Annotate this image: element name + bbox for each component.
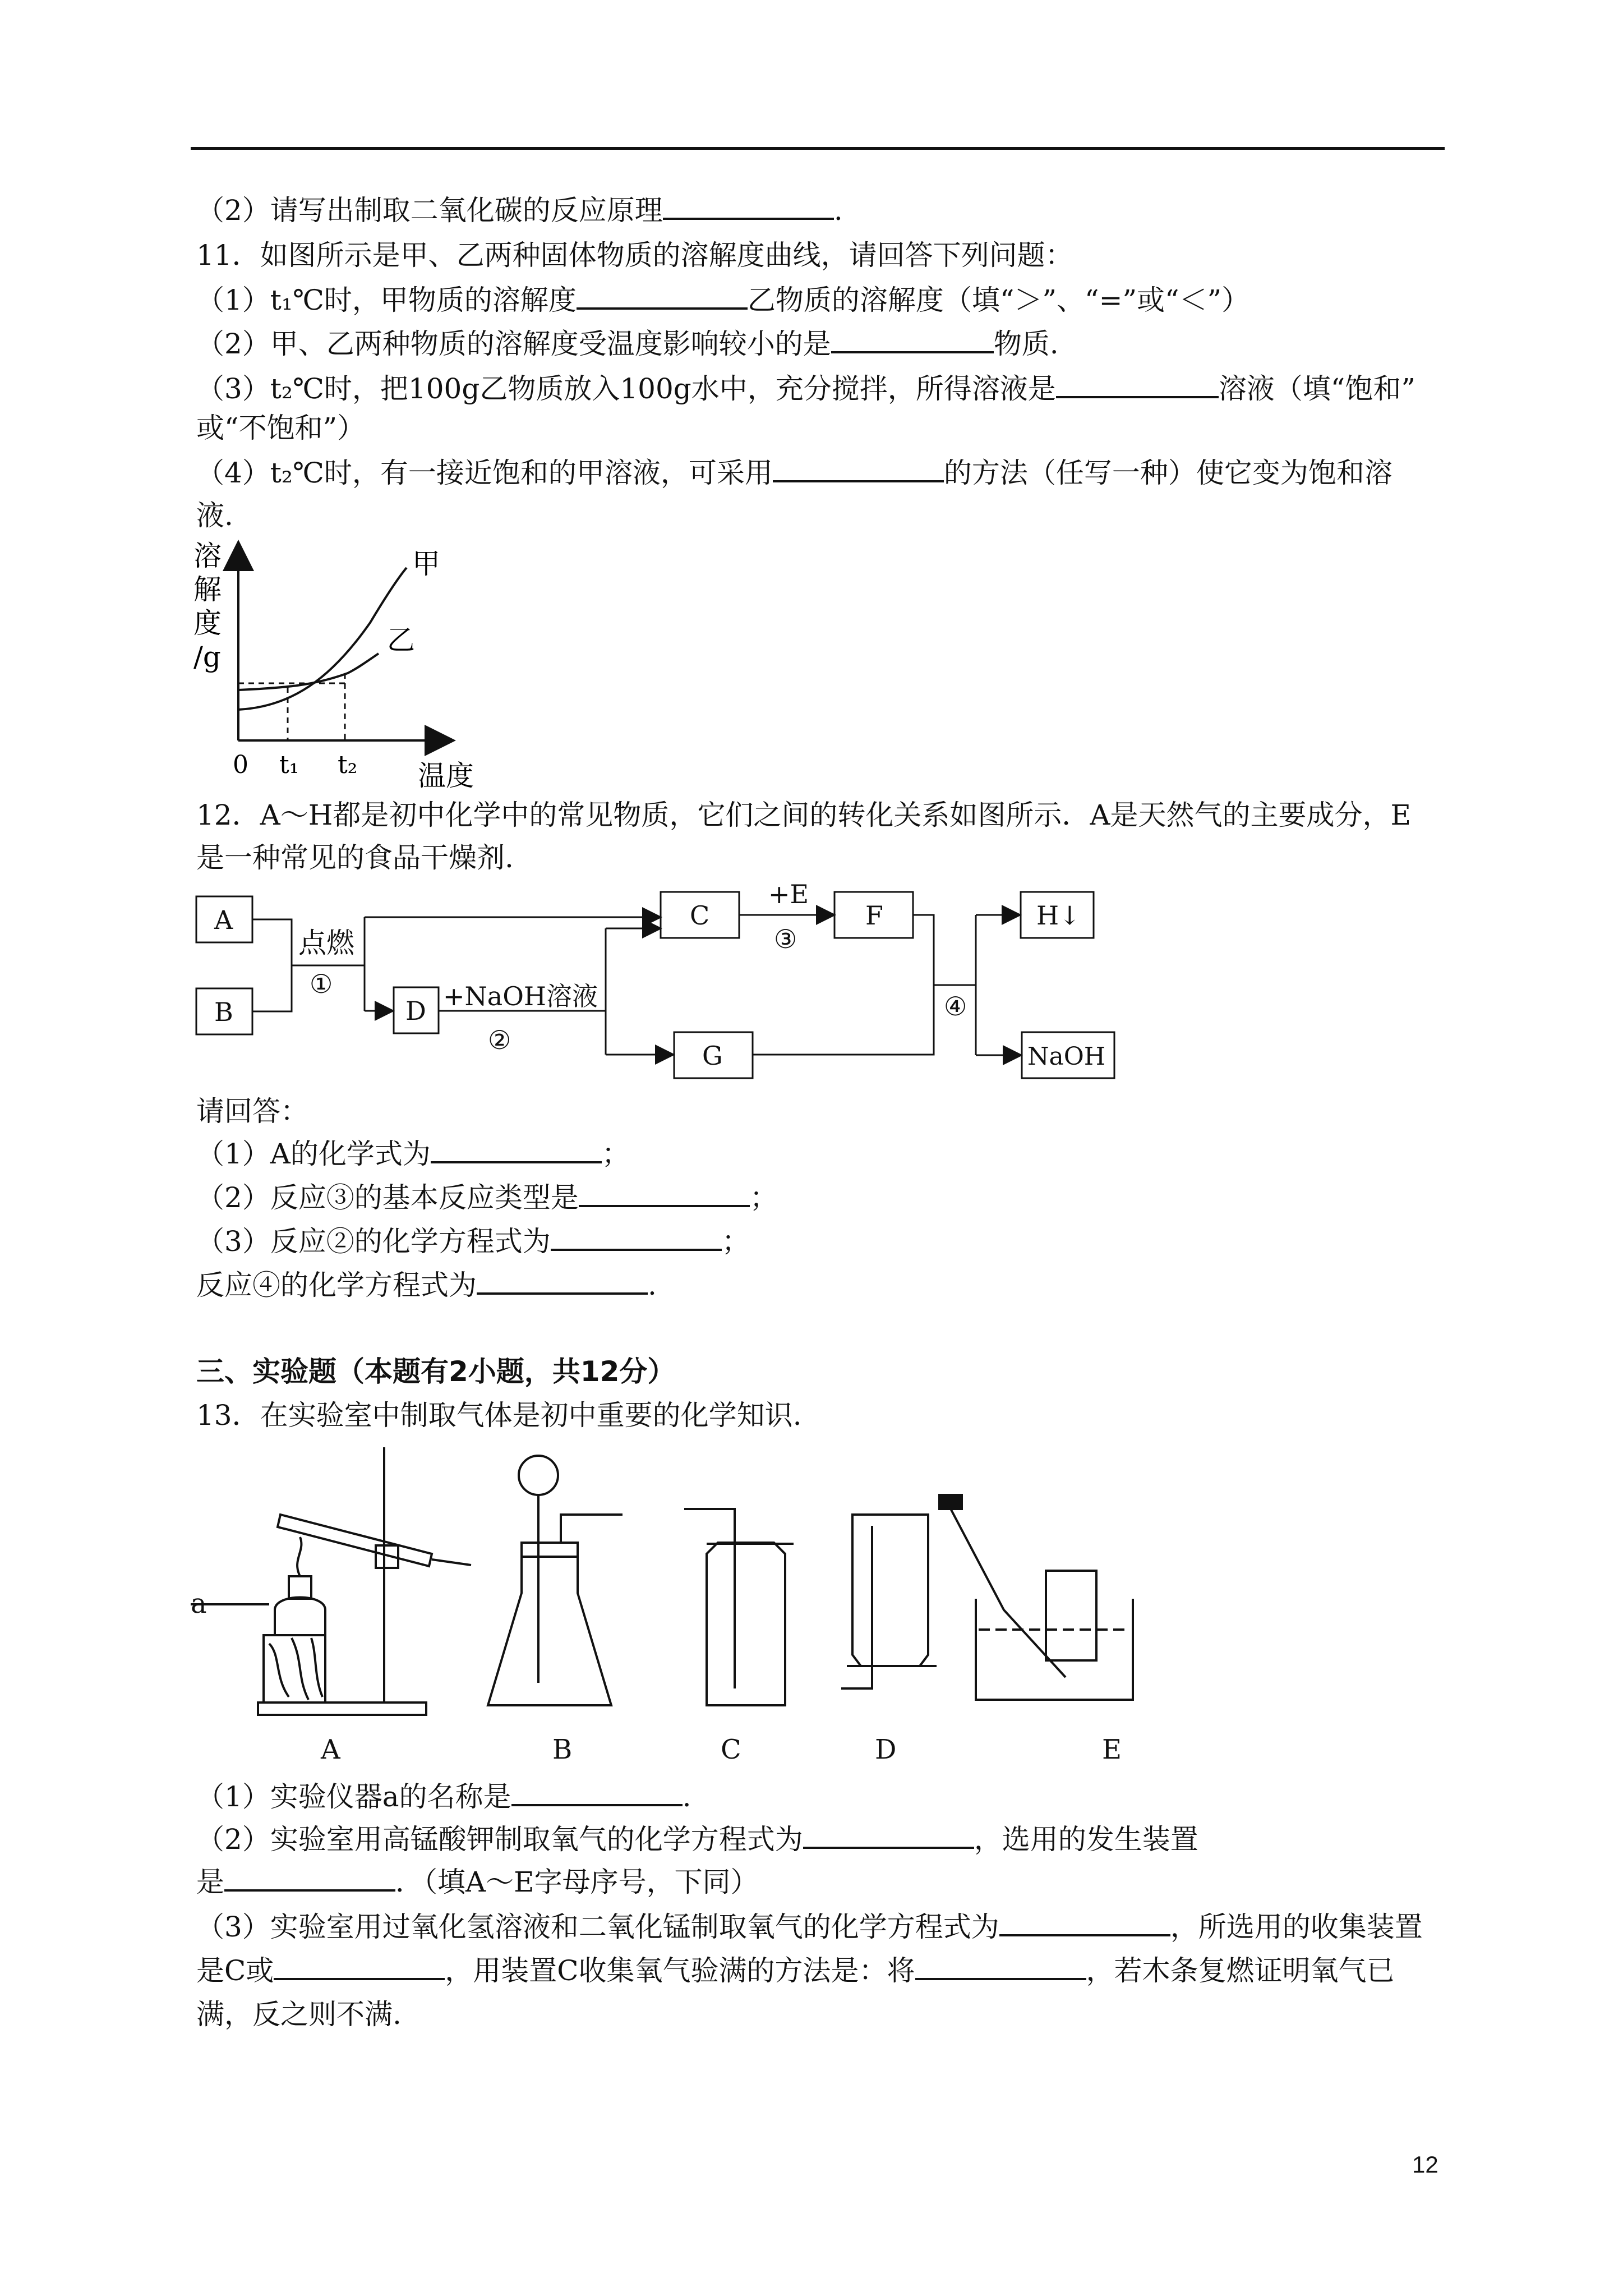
label-G: G — [702, 1041, 723, 1071]
q12-part4-end: . — [648, 1269, 657, 1301]
label-A: A — [214, 905, 233, 935]
answer-blank[interactable] — [999, 1908, 1170, 1936]
wood-grain — [269, 1638, 322, 1700]
q13-part2b-end: ．（填A～E字母序号，下同） — [395, 1866, 759, 1898]
q12-part1-end: ； — [601, 1138, 630, 1170]
apparatus-label-A: A — [321, 1734, 340, 1765]
answer-blank[interactable] — [224, 1864, 395, 1892]
gas-bottle-D — [852, 1515, 928, 1666]
answer-blank[interactable] — [477, 1267, 648, 1295]
delivery-tube-B — [561, 1515, 623, 1543]
answer-blank[interactable] — [551, 1223, 722, 1251]
q13-part3b-end: ，若木条复燃证明氧气已 — [1086, 1954, 1395, 1987]
q12-part3 — [196, 1222, 750, 1261]
q13-part1-end: . — [682, 1780, 691, 1813]
curve-jia-label: 甲 — [412, 547, 440, 580]
lamp-wick-holder — [289, 1576, 311, 1599]
q12-part4-text: 反应④的化学方程式为 — [196, 1269, 477, 1301]
water-trough — [976, 1599, 1133, 1700]
q13-part1-text: （1）实验仪器a的名称是 — [196, 1780, 511, 1813]
apparatus-label-C: C — [721, 1734, 741, 1765]
reaction2-condition: +NaOH溶液 — [443, 981, 598, 1011]
q13-part2-line2 — [196, 1862, 759, 1902]
q10-part2-end: . — [833, 194, 843, 227]
header-rule — [191, 147, 1445, 150]
q13-part3-text: （3）实验室用过氧化氢溶液和二氧化锰制取氧气的化学方程式为 — [196, 1911, 999, 1943]
label-NaOH: NaOH — [1027, 1042, 1106, 1071]
tube-end-E — [939, 1495, 962, 1509]
x-label: 温度 — [418, 760, 474, 791]
q13-part3 — [196, 1907, 1423, 1947]
q11-part3-line2: 或“不饱和”） — [196, 412, 366, 444]
q11-part3 — [196, 369, 1415, 408]
apparatus-label-E: E — [1102, 1734, 1122, 1765]
q11-part3-end: 溶液（填“饱和” — [1218, 372, 1415, 405]
q11-stem: 11．如图所示是甲、乙两种固体物质的溶解度曲线，请回答下列问题： — [196, 239, 1073, 272]
label-B: B — [214, 997, 233, 1027]
flame — [297, 1537, 301, 1576]
curve-yi-label: 乙 — [387, 624, 415, 656]
collection-bottle-E — [1046, 1571, 1096, 1660]
q11-part1-end: 乙物质的溶解度（填“＞”、“=”或“＜”） — [747, 284, 1250, 316]
q11-part4 — [196, 453, 1393, 493]
page-number: 12 — [1412, 2151, 1438, 2178]
answer-blank[interactable] — [773, 454, 944, 482]
y-label-4: /g — [193, 641, 221, 673]
delivery-tube-D — [841, 1526, 872, 1688]
t2-label: t₂ — [338, 751, 358, 779]
answer-blank[interactable] — [915, 1952, 1086, 1980]
q13-part2-text: （2）实验室用高锰酸钾制取氧气的化学方程式为 — [196, 1823, 803, 1856]
q11-part4-text: （4）t₂℃时，有一接近饱和的甲溶液，可采用 — [196, 457, 773, 489]
label-a: a — [191, 1588, 207, 1619]
q13-part1 — [196, 1777, 691, 1816]
solubility-graph — [185, 539, 499, 791]
q12-part1-text: （1）A的化学式为 — [196, 1138, 431, 1170]
q12-part2-end: ； — [749, 1181, 778, 1214]
q11-part4-end: 的方法（任写一种）使它变为饱和溶 — [943, 457, 1393, 489]
funnel-bulb — [519, 1456, 558, 1495]
y-label-3: 度 — [193, 607, 222, 639]
q13-part3-line2 — [196, 1951, 1395, 1990]
q12-stem-1: 12．A～H都是初中化学中的常见物质，它们之间的转化关系如图所示．A是天然气的主要成分，E — [196, 799, 1411, 831]
q11-part2 — [196, 324, 1059, 364]
q12-stem-2: 是一种常见的食品干燥剂. — [196, 841, 514, 874]
q12-part1 — [196, 1134, 630, 1174]
q12-answer-lead: 请回答： — [196, 1095, 308, 1128]
q11-part4-line2: 液. — [196, 499, 233, 532]
q13-stem: 13．在实验室中制取气体是初中重要的化学知识. — [196, 1399, 802, 1432]
y-label-1: 溶 — [193, 540, 222, 572]
delivery-tube-A — [432, 1559, 471, 1565]
gas-bottle-C — [707, 1543, 785, 1705]
q11-part1-text: （1）t₁℃时，甲物质的溶解度 — [196, 284, 577, 316]
answer-blank[interactable] — [579, 1179, 750, 1207]
answer-blank[interactable] — [831, 325, 994, 353]
label-C: C — [690, 900, 710, 931]
q10-part2-text: （2）请写出制取二氧化碳的反应原理 — [196, 194, 663, 227]
q10-part2 — [196, 191, 843, 230]
alcohol-lamp — [275, 1598, 325, 1636]
answer-blank[interactable] — [1056, 370, 1219, 398]
q13-part3-line3: 满，反之则不满. — [196, 1998, 402, 2031]
reaction3-condition: +E — [768, 881, 809, 909]
q13-part3b-mid: ，用装置C收集氧气验满的方法是：将 — [445, 1954, 915, 1987]
t1-label: t₁ — [279, 751, 299, 779]
q11-part2-text: （2）甲、乙两种物质的溶解度受温度影响较小的是 — [196, 328, 831, 360]
label-F: F — [865, 900, 883, 931]
q12-part2-text: （2）反应③的基本反应类型是 — [196, 1181, 579, 1214]
reaction1-number: ① — [310, 969, 333, 999]
y-label-2: 解 — [193, 573, 222, 606]
apparatus-figure — [191, 1442, 1267, 1767]
q12-part4 — [196, 1266, 657, 1305]
q12-part3-end: ； — [721, 1225, 750, 1258]
reaction4-number: ④ — [944, 991, 967, 1022]
answer-blank[interactable] — [511, 1778, 683, 1806]
q11-part3-text: （3）t₂℃时，把100g乙物质放入100g水中，充分搅拌，所得溶液是 — [196, 372, 1056, 405]
ab-bracket — [252, 919, 292, 1011]
q12-part2 — [196, 1178, 778, 1217]
reaction2-number: ② — [488, 1025, 511, 1055]
q13-part2b-text: 是 — [196, 1866, 224, 1898]
reaction-diagram — [191, 881, 1133, 1094]
section3-title: 三、实验题（本题有2小题，共12分） — [196, 1355, 676, 1388]
flask-stopper — [522, 1543, 578, 1557]
origin-label: 0 — [233, 751, 248, 779]
q13-part2 — [196, 1820, 1198, 1859]
reaction3-number: ③ — [774, 924, 797, 954]
apparatus-label-D: D — [875, 1734, 897, 1765]
q12-part3-text: （3）反应②的化学方程式为 — [196, 1225, 551, 1258]
reaction1-condition: 点燃 — [298, 927, 354, 959]
apparatus-label-B: B — [552, 1734, 573, 1765]
answer-blank[interactable] — [274, 1952, 445, 1980]
q11-part2-end: 物质. — [993, 328, 1059, 360]
delivery-tube-E — [948, 1503, 1066, 1677]
stand-base — [258, 1703, 426, 1715]
curve-yi — [238, 654, 379, 690]
q13-part3b-text: 是C或 — [196, 1954, 274, 1987]
q13-part2-end: ，选用的发生装置 — [974, 1823, 1198, 1856]
answer-blank[interactable] — [663, 192, 834, 220]
q11-part1 — [196, 280, 1249, 320]
label-D: D — [405, 996, 426, 1026]
answer-blank[interactable] — [431, 1135, 602, 1163]
conical-flask — [488, 1554, 611, 1705]
answer-blank[interactable] — [803, 1821, 974, 1849]
delivery-tube-C — [684, 1509, 735, 1688]
q13-part3-end: ，所选用的收集装置 — [1170, 1911, 1423, 1943]
answer-blank[interactable] — [577, 282, 748, 310]
label-H: H↓ — [1036, 900, 1081, 931]
